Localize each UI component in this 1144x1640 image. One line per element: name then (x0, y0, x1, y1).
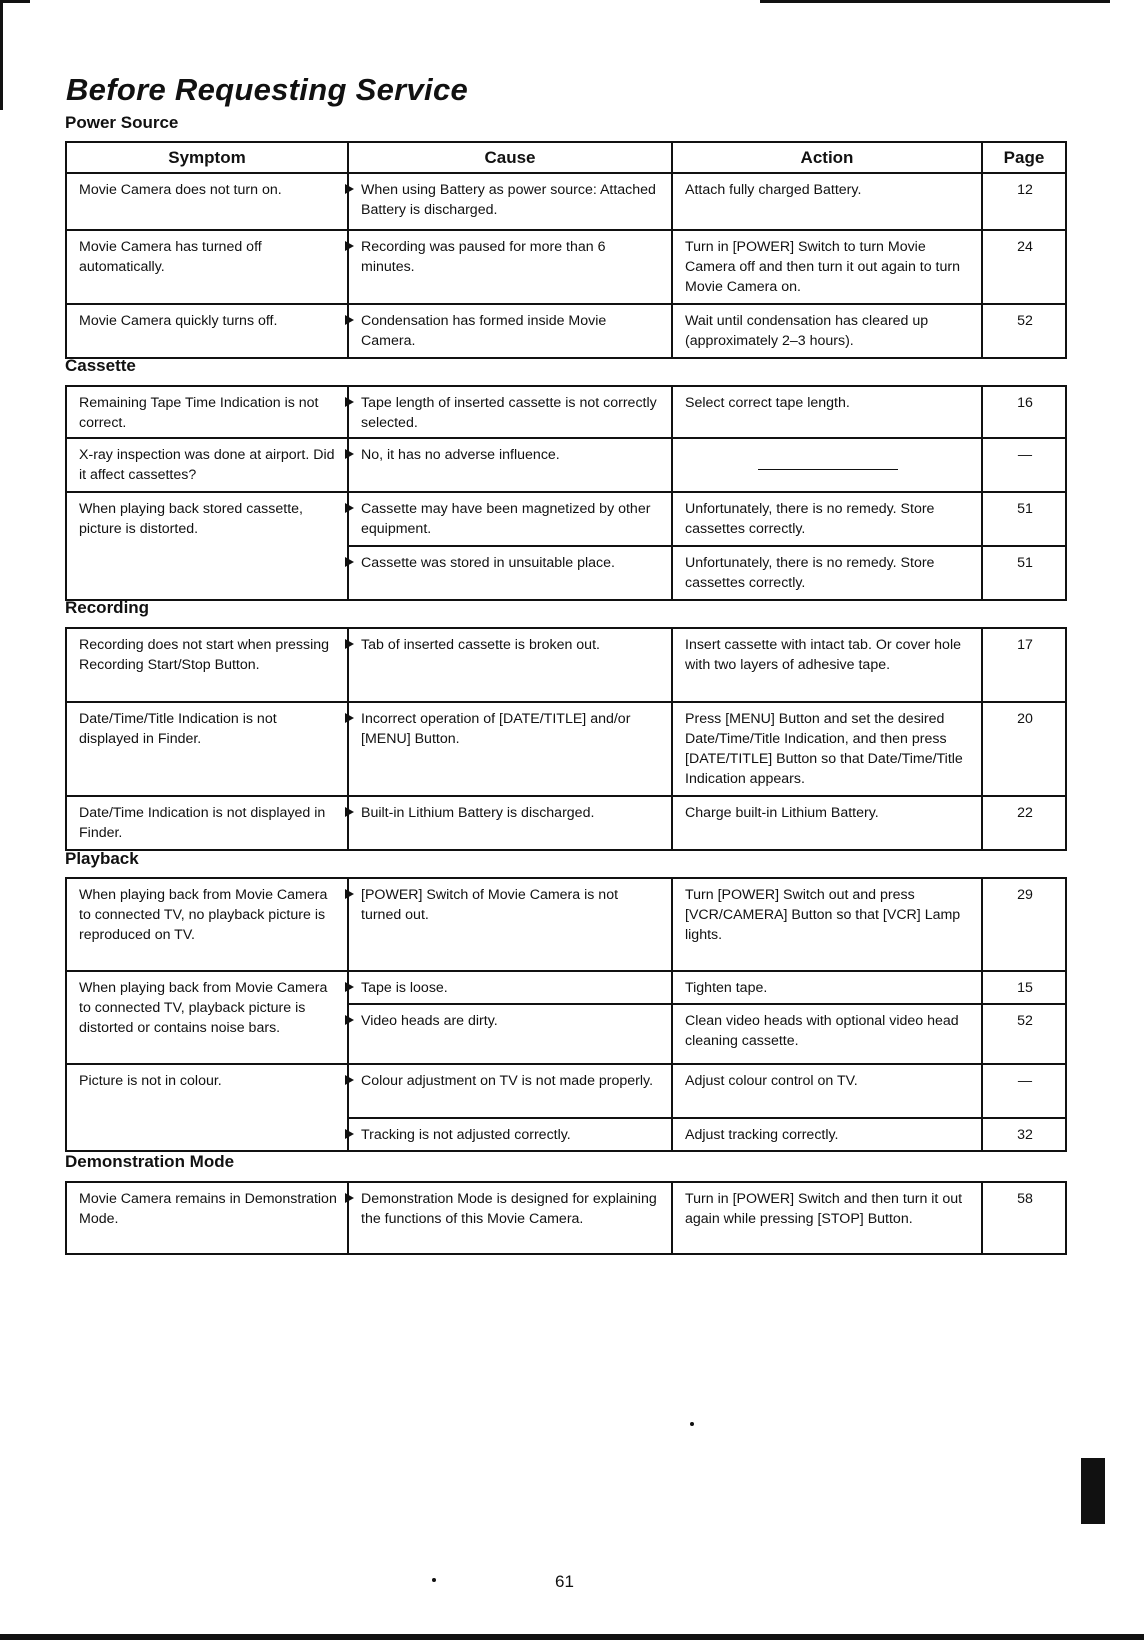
top-rule (760, 0, 1110, 3)
playback-table (65, 877, 1067, 1152)
table-row (66, 796, 1066, 850)
action-cell: Select correct tape length. (672, 386, 982, 438)
page-cell: — (982, 1064, 1066, 1118)
cause-cell: Incorrect operation of [DATE/TITLE] and/or [MENU] Button. (348, 702, 672, 796)
no-action-dash (758, 469, 898, 470)
table-row (66, 173, 1066, 230)
cause-cell: Recording was paused for more than 6 minutes. (348, 230, 672, 304)
symptom-cell: X-ray inspection was done at airport. Did it affect cassettes? (66, 438, 348, 492)
table-row (66, 492, 1066, 546)
page-number: 61 (555, 1572, 574, 1591)
section-title-recording: Recording (65, 598, 150, 617)
symptom-cell: When playing back from Movie Camera to connected TV, no playback picture is reproduced on TV. (66, 878, 348, 971)
symptom-header: Symptom (66, 142, 348, 173)
demonstration-mode-table (65, 1181, 1067, 1255)
cassette-table (65, 385, 1067, 601)
section-title-demonstration-mode: Demonstration Mode (65, 1152, 235, 1171)
cause-cell: Tape length of inserted cassette is not correctly selected. (348, 386, 672, 438)
symptom-cell: When playing back stored cassette, picture is distorted. (66, 492, 348, 600)
cause-cell: Tape is loose. (348, 971, 672, 1004)
action-cell: Press [MENU] Button and set the desired Date/Time/Title Indication, and then press [DATE/TITLE] Button so that Date/Time/Title Indication appears. (672, 702, 982, 796)
action-cell: Insert cassette with intact tab. Or cover hole with two layers of adhesive tape. (672, 628, 982, 702)
action-cell: Unfortunately, there is no remedy. Store cassettes correctly. (672, 546, 982, 600)
table-row (66, 628, 1066, 702)
cause-cell: Demonstration Mode is designed for explaining the functions of this Movie Camera. (348, 1182, 672, 1254)
action-cell: Adjust tracking correctly. (672, 1118, 982, 1151)
bottom-rule (0, 1634, 1144, 1640)
table-row (66, 1182, 1066, 1254)
page-cell: 15 (982, 971, 1066, 1004)
action-cell: Turn [POWER] Switch out and press [VCR/CAMERA] Button so that [VCR] Lamp lights. (672, 878, 982, 971)
cause-cell: Tab of inserted cassette is broken out. (348, 628, 672, 702)
page-cell: 52 (982, 1004, 1066, 1064)
cause-cell: No, it has no adverse influence. (348, 438, 672, 492)
cause-cell: Tracking is not adjusted correctly. (348, 1118, 672, 1151)
symptom-cell: Remaining Tape Time Indication is not correct. (66, 386, 348, 438)
table-row (66, 878, 1066, 971)
page-cell: 58 (982, 1182, 1066, 1254)
page-cell: 12 (982, 173, 1066, 230)
page-header: Page (982, 142, 1066, 173)
speck (432, 1578, 436, 1582)
table-row (66, 971, 1066, 1004)
corner-rule (0, 0, 30, 3)
action-cell: Turn in [POWER] Switch and then turn it out again while pressing [STOP] Button. (672, 1182, 982, 1254)
symptom-cell: Date/Time Indication is not displayed in Finder. (66, 796, 348, 850)
power-source-table (65, 141, 1067, 359)
symptom-cell: Picture is not in colour. (66, 1064, 348, 1151)
cause-cell: Built-in Lithium Battery is discharged. (348, 796, 672, 850)
action-cell (672, 438, 982, 492)
page-cell: 32 (982, 1118, 1066, 1151)
page-cell: — (982, 438, 1066, 492)
action-cell: Turn in [POWER] Switch to turn Movie Camera off and then turn it out again to turn Movie Camera on. (672, 230, 982, 304)
left-rule (0, 0, 3, 110)
page-cell: 20 (982, 702, 1066, 796)
table-row (66, 230, 1066, 304)
cause-cell: Cassette may have been magnetized by other equipment. (348, 492, 672, 546)
symptom-cell: Movie Camera quickly turns off. (66, 304, 348, 358)
cause-cell: Cassette was stored in unsuitable place. (348, 546, 672, 600)
page-cell: 24 (982, 230, 1066, 304)
action-cell: Tighten tape. (672, 971, 982, 1004)
cause-cell: Colour adjustment on TV is not made properly. (348, 1064, 672, 1118)
page-title: Before Requesting Service (66, 72, 469, 107)
cause-cell: Condensation has formed inside Movie Camera. (348, 304, 672, 358)
table-row (66, 304, 1066, 358)
cause-cell: When using Battery as power source: Attached Battery is discharged. (348, 173, 672, 230)
action-cell: Clean video heads with optional video head cleaning cassette. (672, 1004, 982, 1064)
page-cell: 22 (982, 796, 1066, 850)
page-cell: 52 (982, 304, 1066, 358)
page-cell: 51 (982, 492, 1066, 546)
recording-table (65, 627, 1067, 851)
page-cell: 16 (982, 386, 1066, 438)
page-cell: 17 (982, 628, 1066, 702)
section-title-power-source: Power Source (65, 113, 179, 132)
page-cell: 51 (982, 546, 1066, 600)
symptom-cell: Movie Camera remains in Demonstration Mode. (66, 1182, 348, 1254)
table-row (66, 702, 1066, 796)
cause-header: Cause (348, 142, 672, 173)
section-title-cassette: Cassette (65, 356, 136, 375)
action-cell: Adjust colour control on TV. (672, 1064, 982, 1118)
table-row (66, 386, 1066, 438)
section-tab-marker (1081, 1458, 1105, 1524)
cause-cell: Video heads are dirty. (348, 1004, 672, 1064)
table-row (66, 1064, 1066, 1118)
symptom-cell: Movie Camera does not turn on. (66, 173, 348, 230)
action-cell: Unfortunately, there is no remedy. Store cassettes correctly. (672, 492, 982, 546)
speck (690, 1422, 694, 1426)
section-title-playback: Playback (65, 849, 139, 868)
symptom-cell: Recording does not start when pressing Recording Start/Stop Button. (66, 628, 348, 702)
table-row (66, 438, 1066, 492)
cause-cell: [POWER] Switch of Movie Camera is not turned out. (348, 878, 672, 971)
action-cell: Attach fully charged Battery. (672, 173, 982, 230)
page-cell: 29 (982, 878, 1066, 971)
action-header: Action (672, 142, 982, 173)
header-row (66, 142, 1066, 173)
symptom-cell: Movie Camera has turned off automatically. (66, 230, 348, 304)
action-cell: Charge built-in Lithium Battery. (672, 796, 982, 850)
symptom-cell: When playing back from Movie Camera to connected TV, playback picture is distorted or contains noise bars. (66, 971, 348, 1064)
symptom-cell: Date/Time/Title Indication is not displayed in Finder. (66, 702, 348, 796)
action-cell: Wait until condensation has cleared up (approximately 2–3 hours). (672, 304, 982, 358)
